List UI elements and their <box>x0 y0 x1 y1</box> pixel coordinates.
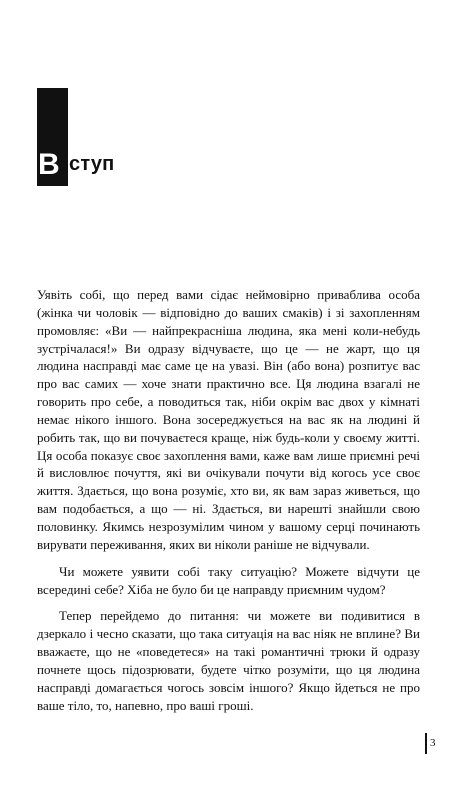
paragraph-2: Чи можете уявити собі таку ситуацію? Можете відчути це всередині себе? Хіба не було би це направду приємним чудом? <box>37 563 420 597</box>
page-number: 3 <box>430 737 436 749</box>
chapter-initial-block <box>37 88 68 186</box>
chapter-initial-letter: В <box>38 148 60 181</box>
page-number-area <box>425 733 436 754</box>
paragraph-3: Тепер перейдемо до питання: чи можете ви подивитися в дзеркало і чесно сказати, що така ситуація на вас ніяк не вплине? Ви вважаєте, що не «поведетеся» на такі романтичні трюки й одразу почнете щось підозрювати, будете чітко розуміти, що ця людина насправді домагається чогось зовсім іншого? Якщо йдеться не про ваше тіло, то, напевно, про ваші гроші. <box>37 608 420 713</box>
body-text <box>37 286 420 714</box>
chapter-title-rest: ступ <box>69 153 115 175</box>
paragraph-1: Уявіть собі, що перед вами сідає неймовірно приваблива особа (жінка чи чоловік — відповідно до ваших смаків) і зі захопленням промовляє: «Ви — найпрекрасніша людина, яка мені коли-небудь зустрічалася!» Ви одразу відчуваєте, що це — не жарт, що ця людина насправді має саме це на увазі. Він (або вона) розпитує вас про вас самих — хоче знати практично все. Ця людина взагалі не говорить про себе, а поводиться так, ніби окрім вас двох у кімнаті немає нікого іншого. Вона зосереджується на вас як на людині й робить так, що ви почуваєтеся краще, ніж будь-коли у своєму житті. Ця особа показує своє захоплення вами, каже вам лише приємні речі й висловлює почуття, які ви очікували почути від когось усе своє життя. Здається, що вона розуміє, хто ви, як вам зараз живеться, що вам подобається, а що — ні. Здається, ви нарешті знайшли свою половинку. Якимсь незрозумілим чином у вашому серці починають вирувати переживання, яких ви ніколи раніше не відчували. <box>37 287 420 552</box>
chapter-heading <box>37 88 114 186</box>
page-number-rule <box>425 733 427 754</box>
